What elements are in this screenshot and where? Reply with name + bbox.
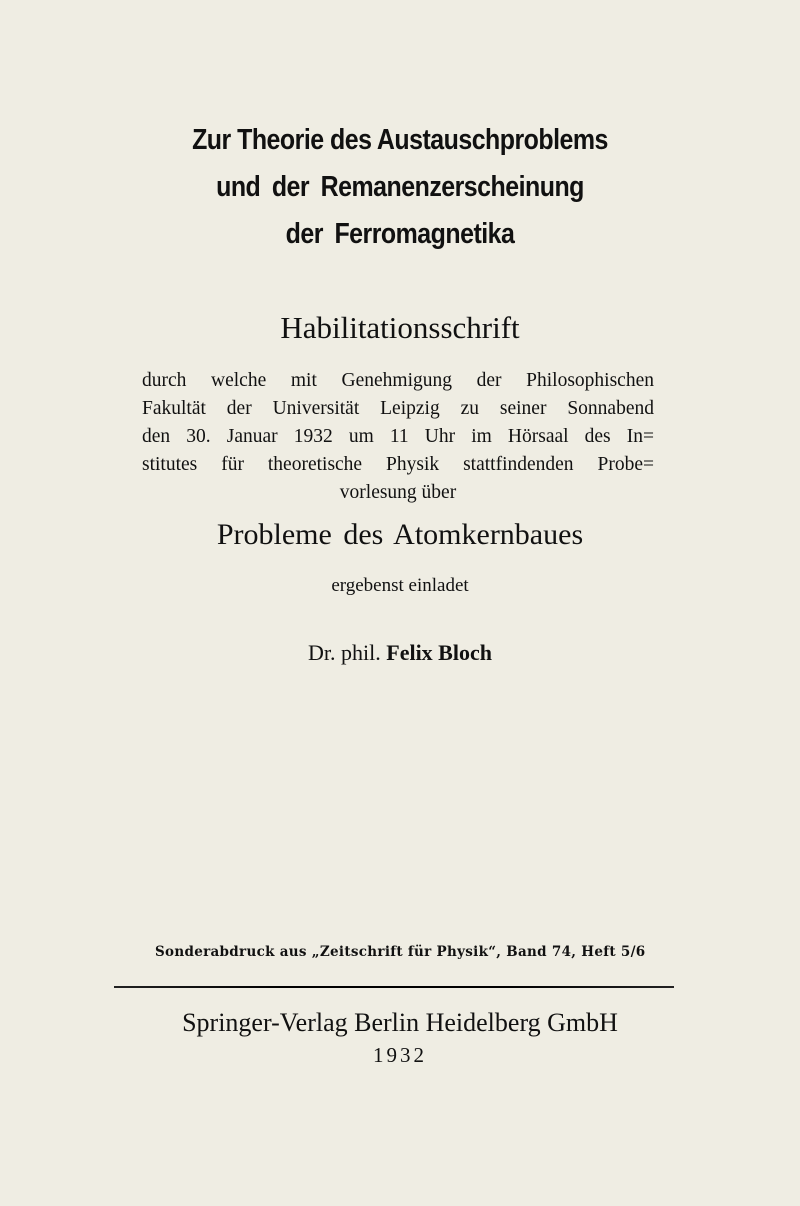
- author-line: [0, 640, 800, 666]
- document-type: Habilitationsschrift: [280, 310, 520, 345]
- publisher: Springer-Verlag Berlin Heidelberg GmbH: [182, 1008, 618, 1037]
- title-line-3: der Ferromagnetika: [285, 218, 515, 250]
- paragraph-line: durch welche mit Genehmigung der Philosophischen: [142, 370, 654, 391]
- author-name: Felix Bloch: [386, 640, 492, 665]
- title-line-2: und der Remanenzerscheinung: [216, 171, 584, 203]
- paragraph-line: Fakultät der Universität Leipzig zu seiner Sonnabend: [142, 398, 654, 419]
- paragraph-line: vorlesung über: [339, 482, 457, 503]
- lecture-title: Probleme des Atomkernbaues: [216, 518, 584, 551]
- divider-rule: [114, 986, 674, 988]
- paragraph-line: den 30. Januar 1932 um 11 Uhr im Hörsaal des In=: [142, 426, 654, 447]
- invitation-paragraph: [142, 367, 654, 507]
- paragraph-line: stitutes für theoretische Physik stattfindenden Probe=: [142, 454, 654, 475]
- publication-year: 1932: [373, 1043, 427, 1067]
- invite-text: ergebenst einladet: [331, 575, 469, 596]
- title-line-1: Zur Theorie des Austauschproblems: [192, 124, 608, 156]
- author-degree: Dr. phil.: [308, 640, 381, 665]
- offprint-note: Sonderabdruck aus „Zeitschrift für Physik“, Band 74, Heft 5/6: [155, 944, 646, 960]
